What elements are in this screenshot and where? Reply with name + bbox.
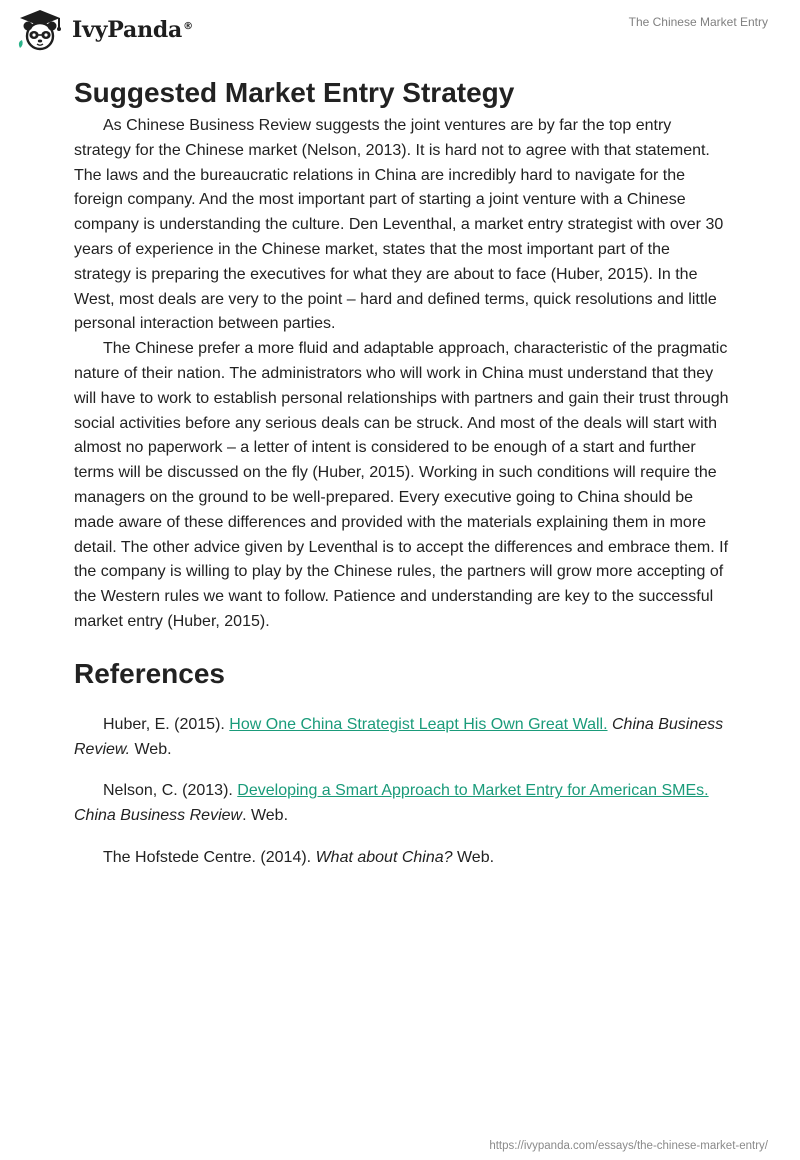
- logo-wordmark: IvyPanda®: [72, 17, 193, 43]
- panda-mascot-icon: [14, 8, 66, 52]
- body-paragraph: As Chinese Business Review suggests the joint ventures are by far the top entry strategy for the Chinese market (Nelson, 2013). It is hard not to agree with that statement. The laws and the bureaucratic relations in China are incredibly hard to navigate for the foreign company. And the most important part of starting a joint venture with a Chinese company is understanding the culture. Den Leventhal, a market entry strategist with over 30 years of experience in the Chinese market, states that the most important part of the strategy is preparing the executives for what they are about to face (Huber, 2015). In the West, most deals are very to the point – hard and defined terms, quick resolutions and little personal interaction between parties.: [74, 117, 724, 333]
- reference-link-nelson[interactable]: Developing a Smart Approach to Market Entry for American SMEs.: [237, 782, 709, 800]
- essay-content: [74, 70, 730, 871]
- references-list: [74, 713, 730, 871]
- reference-journal: China Business Review.: [74, 715, 724, 758]
- reference-link-huber[interactable]: How One China Strategist Leapt His Own Great Wall.: [229, 715, 608, 733]
- source-url[interactable]: https://ivypanda.com/essays/the-chinese-market-entry/: [489, 1140, 768, 1152]
- page-header: [0, 0, 800, 60]
- document-title: The Chinese Market Entry: [628, 15, 768, 29]
- reference-item: Huber, E. (2015). How One China Strategist Leapt His Own Great Wall. China Business Review. Web.: [74, 715, 724, 758]
- section-heading: Suggested Market Entry Strategy: [74, 77, 515, 108]
- ivypanda-logo[interactable]: [14, 8, 193, 52]
- reference-journal: China Business Review: [74, 807, 243, 825]
- reference-item: Nelson, C. (2013). Developing a Smart Approach to Market Entry for American SMEs. China Business Review. Web.: [74, 782, 709, 825]
- references-section: [74, 653, 730, 871]
- reference-item: The Hofstede Centre. (2014). What about China? Web.: [103, 848, 495, 866]
- references-heading: References: [74, 657, 225, 689]
- reference-title: What about China?: [315, 848, 453, 866]
- body-paragraph: The Chinese prefer a more fluid and adaptable approach, characteristic of the pragmatic nature of their nation. The administrators who will work in China must understand that they will have to work to establish personal relationships with partners and gain their trust through social activities before any serious deals can be struck. And most of the deals will start with almost no paperwork – a letter of intent is considered to be enough of a start and further terms will be discussed on the fly (Huber, 2015). Working in such conditions will require the managers on the ground to be well-prepared. Every executive going to China should be made aware of these differences and provided with the materials explaining them in more detail. The other advice given by Leventhal is to accept the differences and embrace them. If the company is willing to play by the Chinese rules, the partners will grow more accepting of the Western rules we want to follow. Patience and understanding are key to the successful market entry (Huber, 2015).: [74, 340, 729, 630]
